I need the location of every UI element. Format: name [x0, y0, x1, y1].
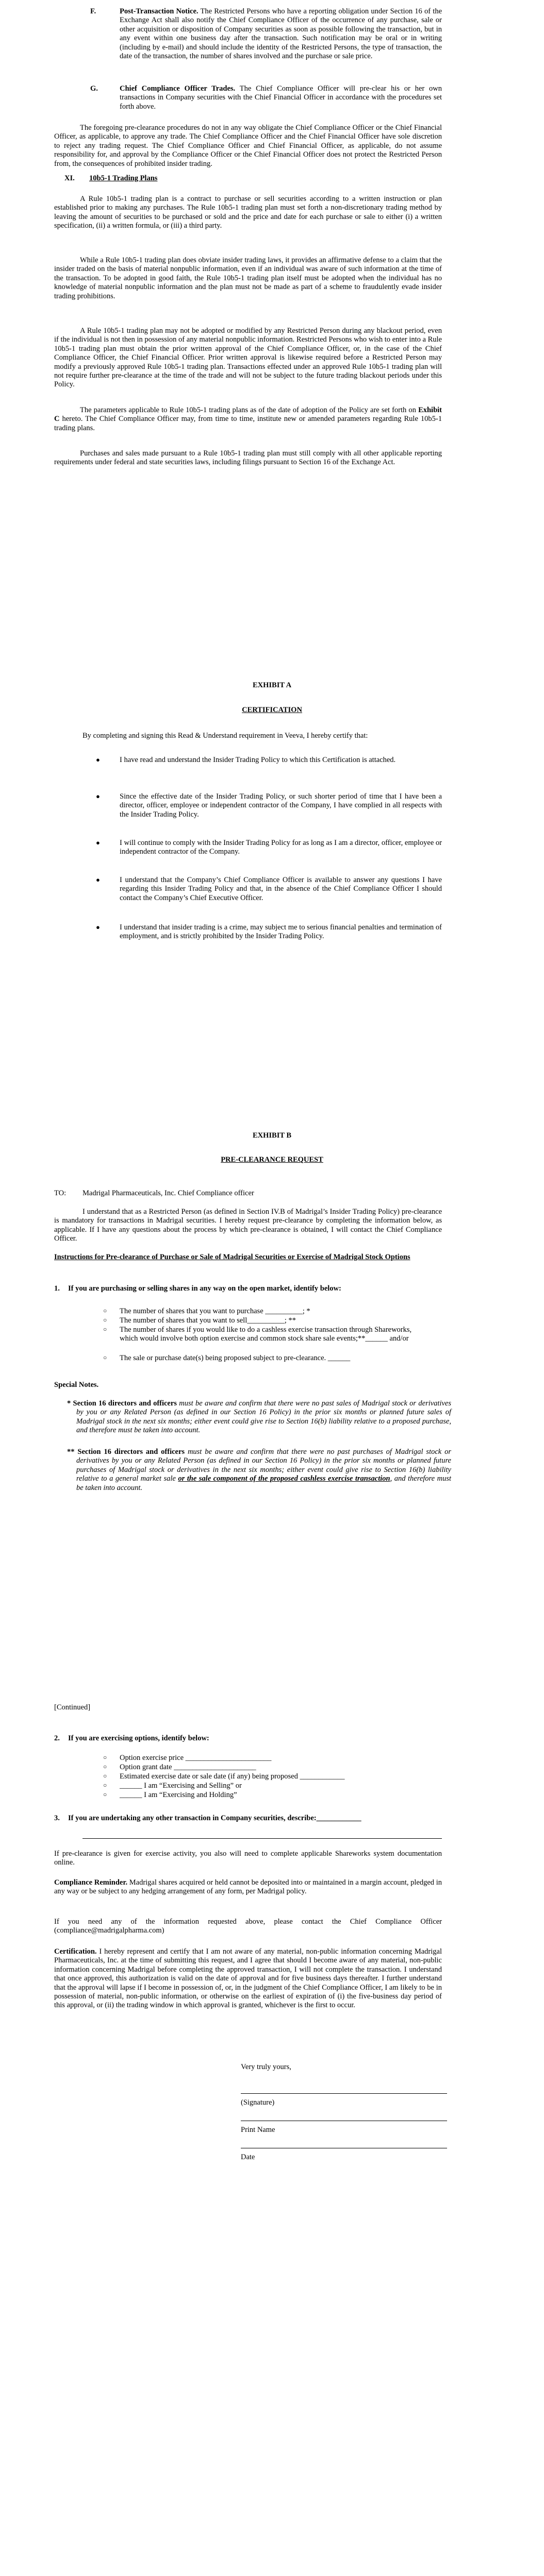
circle-bullet-icon: ○ — [103, 1326, 107, 1333]
circle-bullet-icon: ○ — [103, 1316, 107, 1324]
signature-label: (Signature) — [241, 2098, 275, 2107]
xi-paragraph-4-start: The parameters applicable to Rule 10b5-1 trading plans as of the date of adoption of the Policy are set forth on — [80, 406, 419, 414]
section-g-text: The Chief Compliance Officer will pre-clear his or her own transactions in Company securities with the Chief Financial Officer in accordance with the procedures set forth above. — [120, 84, 442, 111]
q1-item-3: The number of shares if you would like to do a cashless exercise transaction through Shareworks, which would involve both option exercise and common stock share sale events;**______ and/or — [120, 1326, 412, 1343]
q2-item-4: ______ I am “Exercising and Selling” or — [120, 1782, 242, 1790]
exhibit-c-reference: Exhibit C — [54, 406, 442, 423]
section-g-label: G. — [90, 84, 98, 93]
q2-text: If you are exercising options, identify below: — [68, 1734, 209, 1742]
special-notes-label: Special Notes. — [54, 1381, 99, 1389]
circle-bullet-icon: ○ — [103, 1754, 107, 1761]
xi-paragraph-1: A Rule 10b5-1 trading plan is a contract to purchase or sell securities according to a written instruction or plan established prior to making any purchases. The Rule 10b5-1 trading plan must set forth a non-discretionary trading method by leaving the amount of securities to be purchased or sold and the price and date for each purchase or sale to either (i) a written specification, (ii) a written formula, or (iii) a third party. — [54, 195, 442, 230]
q2-item-1: Option exercise price _______________________ — [120, 1754, 272, 1762]
certification-paragraph — [54, 1947, 442, 2010]
compliance-reminder — [54, 1878, 442, 1896]
continued-marker: [Continued] — [54, 1703, 91, 1711]
circle-bullet-icon: ○ — [103, 1791, 107, 1798]
q3-answer-line[interactable] — [83, 1838, 442, 1839]
q1-item-2: The number of shares that you want to sell__________; ** — [120, 1316, 296, 1325]
certification-title: Certification. — [54, 1947, 97, 1956]
note-1-heading: * Section 16 directors and officers — [67, 1399, 177, 1408]
bullet-icon: ● — [96, 876, 100, 884]
note-2-heading: ** Section 16 directors and officers — [67, 1448, 185, 1456]
certification-item-4: I understand that the Company’s Chief Compliance Officer is available to answer any questions I have regarding this Insider Trading Policy and that, in the absence of the Chief Compliance Officer I should contact the Company’s Chief Executive Officer. — [120, 876, 442, 902]
exhibit-b-title: EXHIBIT B — [252, 1131, 292, 1140]
to-recipient: Madrigal Pharmaceuticals, Inc. Chief Compliance officer — [83, 1189, 254, 1197]
section-g-paragraph — [120, 84, 442, 111]
certification-item-3: I will continue to comply with the Insider Trading Policy for as long as I am a director, officer, employee or independent contractor of the Company. — [120, 839, 442, 856]
xi-paragraph-4-end: hereto. The Chief Compliance Officer may, from time to time, institute new or amended parameters regarding Rule 10b5-1 trading plans. — [54, 415, 442, 432]
note-2-end: , and therefore must be taken into account. — [76, 1475, 451, 1492]
certification-item-1: I have read and understand the Insider Trading Policy to which this Certification is attached. — [120, 756, 396, 764]
section-f-label: F. — [90, 7, 96, 15]
q1-number: 1. — [54, 1284, 60, 1293]
circle-bullet-icon: ○ — [103, 1307, 107, 1314]
note-2-text: must be aware and confirm that there were no past purchases of Madrigal stock or derivatives by you or any Related Person (as defined in our Section 16 Policy) in the prior six months or planned future purchases of Madrigal stock or derivatives in the next six months; either event could give rise to Section 16(b) liability relative to a general market sale — [76, 1448, 451, 1483]
to-label: TO: — [54, 1189, 67, 1197]
q3-text: If you are undertaking any other transaction in Company securities, describe:____________ — [68, 1814, 361, 1822]
q2-item-2: Option grant date ______________________ — [120, 1763, 256, 1771]
compliance-reminder-text: Madrigal shares acquired or held cannot be deposited into or maintained in a margin account, pledged in any way or be subject to any hedging arrangement of any form, per Madrigal policy. — [54, 1878, 442, 1896]
q2-number: 2. — [54, 1734, 60, 1742]
circle-bullet-icon: ○ — [103, 1772, 107, 1780]
section-g-title: Chief Compliance Officer Trades. — [120, 84, 236, 93]
q1-item-1: The number of shares that you want to purchase __________; * — [120, 1307, 310, 1315]
q1-text: If you are purchasing or selling shares in any way on the open market, identify below: — [68, 1284, 341, 1293]
q2-item-5: ______ I am “Exercising and Holding” — [120, 1791, 237, 1799]
bullet-icon: ● — [96, 792, 100, 800]
exhibit-a-intro: By completing and signing this Read & Understand requirement in Veeva, I hereby certify that: — [83, 732, 368, 740]
compliance-reminder-title: Compliance Reminder. — [54, 1878, 128, 1887]
certification-item-2: Since the effective date of the Insider Trading Policy, or such shorter period of time that I have been a director, officer, employee or independent contractor of the Company, I have complied in all respects with the Insider Trading Policy. — [120, 792, 442, 819]
q2-item-3: Estimated exercise date or sale date (if any) being proposed ____________ — [120, 1772, 345, 1781]
q1-item-4: The sale or purchase date(s) being proposed subject to pre-clearance. ______ — [120, 1354, 351, 1362]
section-f-text: The Restricted Persons who have a reporting obligation under Section 16 of the Exchange Act shall also notify the Chief Compliance Officer of the occurrence of any purchase, sale or other acquisition or disposition of Company securities as soon as possible following the transaction, but in any event within one business day after the transaction. Such notification may be oral or in writing (including by e-mail) and should include the identity of the Restricted Persons, the type of transaction, the date of the transaction, the number of shares involved and the purchase or sale price. — [120, 7, 442, 60]
exhibit-a-subtitle: CERTIFICATION — [242, 706, 302, 714]
xi-paragraph-2: While a Rule 10b5-1 trading plan does obviate insider trading laws, it provides an affirmative defense to a claim that the insider traded on the basis of material nonpublic information, even if an individual was aware of such information at the time of the transaction. To be adopted in good faith, the Rule 10b5-1 trading plan itself must be adopted when the individual has no knowledge of material nonpublic information and the plan must not be made as part of a scheme to fraudulently evade insider trading prohibitions. — [54, 256, 442, 300]
q3-number: 3. — [54, 1814, 60, 1822]
circle-bullet-icon: ○ — [103, 1782, 107, 1789]
exhibit-a-title: EXHIBIT A — [252, 681, 292, 689]
closing-salutation: Very truly yours, — [241, 2063, 291, 2071]
instructions-heading: Instructions for Pre-clearance of Purchase or Sale of Madrigal Securities or Exercise of Madrigal Stock Options — [54, 1253, 410, 1261]
exhibit-b-intro: I understand that as a Restricted Person (as defined in Section IV.B of Madrigal’s Insider Trading Policy) pre-clearance is mandatory for transactions in Madrigal securities. I hereby request pre-clearance by completing the information below, as applicable. If I have any questions about the process by which pre-clearance is obtained, I will contact the Chief Compliance Officer. — [54, 1208, 442, 1243]
contact-paragraph: If you need any of the information requested above, please contact the Chief Compliance Officer (compliance@madrigalpharma.com) — [54, 1918, 442, 1935]
special-note-2 — [67, 1448, 451, 1493]
certification-text: I hereby represent and certify that I am not aware of any material, non-public information concerning Madrigal Pharmaceuticals, Inc. at the time of submitting this request, and I agree that should I become aware of any material, non-public information concerning Madrigal before completing the approved transaction, I will not complete the transaction. I understand that once approved, this authorization is valid on the date of approval and for five business days thereafter. I further understand that the approval will lapse if I become in possession of, or, in the judgment of the Chief Compliance Officer, I am likely to be in possession of material, non-public information, or otherwise on the earliest of expiration of (i) the five-business day period of this approval, or (ii) the trading window in which approval is granted, whichever is the first to occur. — [54, 1947, 442, 2010]
xi-paragraph-5: Purchases and sales made pursuant to a Rule 10b5-1 trading plan must still comply with all other applicable reporting requirements under federal and state securities laws, including filings pursuant to Section 16 of the Exchange Act. — [54, 449, 442, 467]
date-label: Date — [241, 2153, 255, 2161]
section-xi-title: 10b5-1 Trading Plans — [89, 174, 158, 182]
circle-bullet-icon: ○ — [103, 1763, 107, 1770]
certification-item-5: I understand that insider trading is a crime, may subject me to serious financial penalties and termination of employment, and is strictly prohibited by the Insider Trading Policy. — [120, 923, 442, 941]
section-f-paragraph — [120, 7, 442, 61]
section-f-title: Post-Transaction Notice. — [120, 7, 199, 15]
bullet-icon: ● — [96, 923, 100, 931]
bullet-icon: ● — [96, 839, 100, 846]
foregoing-paragraph: The foregoing pre-clearance procedures do not in any way obligate the Chief Compliance Officer or the Chief Financial Officer, as applicable, to approve any trade. The Chief Compliance Officer and the Chief Financial Officer have sole discretion to reject any trading request. The Chief Compliance Officer and Chief Financial Officer, as applicable, do not assume responsibility for, and approval by the Compliance Officer or the Chief Financial Officer does not protect the Restricted Person from, the consequences of prohibited insider trading. — [54, 124, 442, 168]
note-1-text: must be aware and confirm that there were no past sales of Madrigal stock or derivatives by you or any Related Person (as defined in our Section 16 Policy) in the prior six months or planned future sales of Madrigal stock in the next six months; either event could give rise to Section 16(b) liability relative to a proposed purchase, and therefore must be taken into account. — [76, 1399, 451, 1435]
special-note-1 — [67, 1399, 451, 1435]
circle-bullet-icon: ○ — [103, 1354, 107, 1361]
xi-paragraph-3: A Rule 10b5-1 trading plan may not be adopted or modified by any Restricted Person during any blackout period, even if the individual is not then in possession of any material nonpublic information. Restricted Persons who wish to enter into a Rule 10b5-1 trading plan must obtain the prior written approval of the Chief Compliance Officer, or, in the case of the Chief Compliance Officer, the Chief Financial Officer. Prior written approval is likewise required before a Restricted Person may modify a previously approved Rule 10b5-1 trading plan. Transactions effected under an approved Rule 10b5-1 trading plan will not require further pre-clearance at the time of the trade and will not be subject to the future trading blackout periods under this Policy. — [54, 327, 442, 389]
note-2-emphasis: or the sale component of the proposed cashless exercise transaction — [178, 1475, 390, 1483]
section-xi-label: XI. — [64, 174, 75, 182]
signature-line[interactable] — [241, 2093, 447, 2094]
bullet-icon: ● — [96, 756, 100, 764]
exhibit-b-subtitle: PRE-CLEARANCE REQUEST — [221, 1156, 323, 1164]
print-name-label: Print Name — [241, 2126, 275, 2134]
xi-paragraph-4 — [54, 406, 442, 433]
preclearance-paragraph: If pre-clearance is given for exercise activity, you also will need to complete applicable Shareworks system documentation online. — [54, 1850, 442, 1867]
